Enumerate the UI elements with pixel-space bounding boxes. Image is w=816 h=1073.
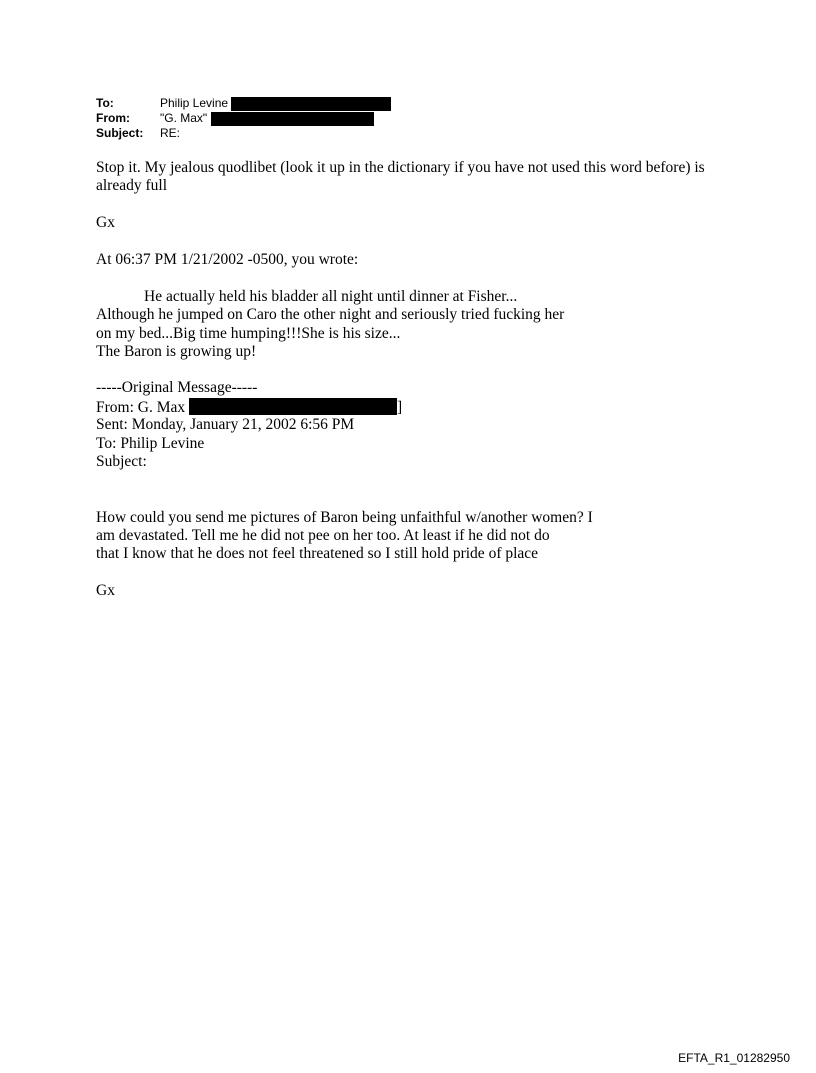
from-value	[160, 111, 374, 126]
original-message-divider: -----Original Message-----	[96, 379, 258, 396]
original-to-line: To: Philip Levine	[96, 435, 205, 452]
document-id: EFTA_R1_01282950	[678, 1051, 790, 1065]
original-signature: Gx	[96, 582, 115, 599]
quoted-line-2: Although he jumped on Caro the other night and seriously tried fucking her	[96, 306, 565, 323]
original-subject-line: Subject:	[96, 453, 147, 470]
header-subject-row	[96, 126, 391, 141]
original-sent-line: Sent: Monday, January 21, 2002 6:56 PM	[96, 416, 355, 433]
quoted-line-1: He actually held his bladder all night until dinner at Fisher...	[144, 288, 518, 305]
email-header	[96, 96, 391, 141]
reply-line-1: Stop it. My jealous quodlibet (look it up in the dictionary if you have not used this word before) is	[96, 159, 705, 176]
subject-label: Subject:	[96, 126, 144, 140]
reply-signature: Gx	[96, 214, 115, 231]
header-to-row	[96, 96, 391, 111]
original-from-text: From: G. Max	[96, 399, 186, 416]
quoted-line-3: on my bed...Big time humping!!!She is his size...	[96, 325, 401, 342]
redaction-bar	[189, 398, 397, 415]
redaction-bar	[231, 97, 391, 111]
subject-value: RE:	[160, 126, 181, 140]
quoted-line-4: The Baron is growing up!	[96, 343, 257, 360]
original-from-line	[96, 398, 402, 418]
from-label: From:	[96, 111, 130, 125]
reply-line-2: already full	[96, 177, 168, 194]
quote-intro: At 06:37 PM 1/21/2002 -0500, you wrote:	[96, 251, 359, 268]
to-value	[160, 96, 391, 111]
to-name: Philip Levine	[160, 96, 229, 110]
original-body-line-3: that I know that he does not feel threatened so I still hold pride of place	[96, 545, 539, 562]
redaction-bar	[211, 112, 374, 126]
from-name: "G. Max"	[160, 111, 208, 125]
header-from-row	[96, 111, 391, 126]
original-from-bracket: ]	[397, 399, 403, 416]
to-label: To:	[96, 96, 114, 110]
original-body-line-1: How could you send me pictures of Baron being unfaithful w/another women? I	[96, 509, 593, 526]
original-body-line-2: am devastated. Tell me he did not pee on her too. At least if he did not do	[96, 527, 550, 544]
